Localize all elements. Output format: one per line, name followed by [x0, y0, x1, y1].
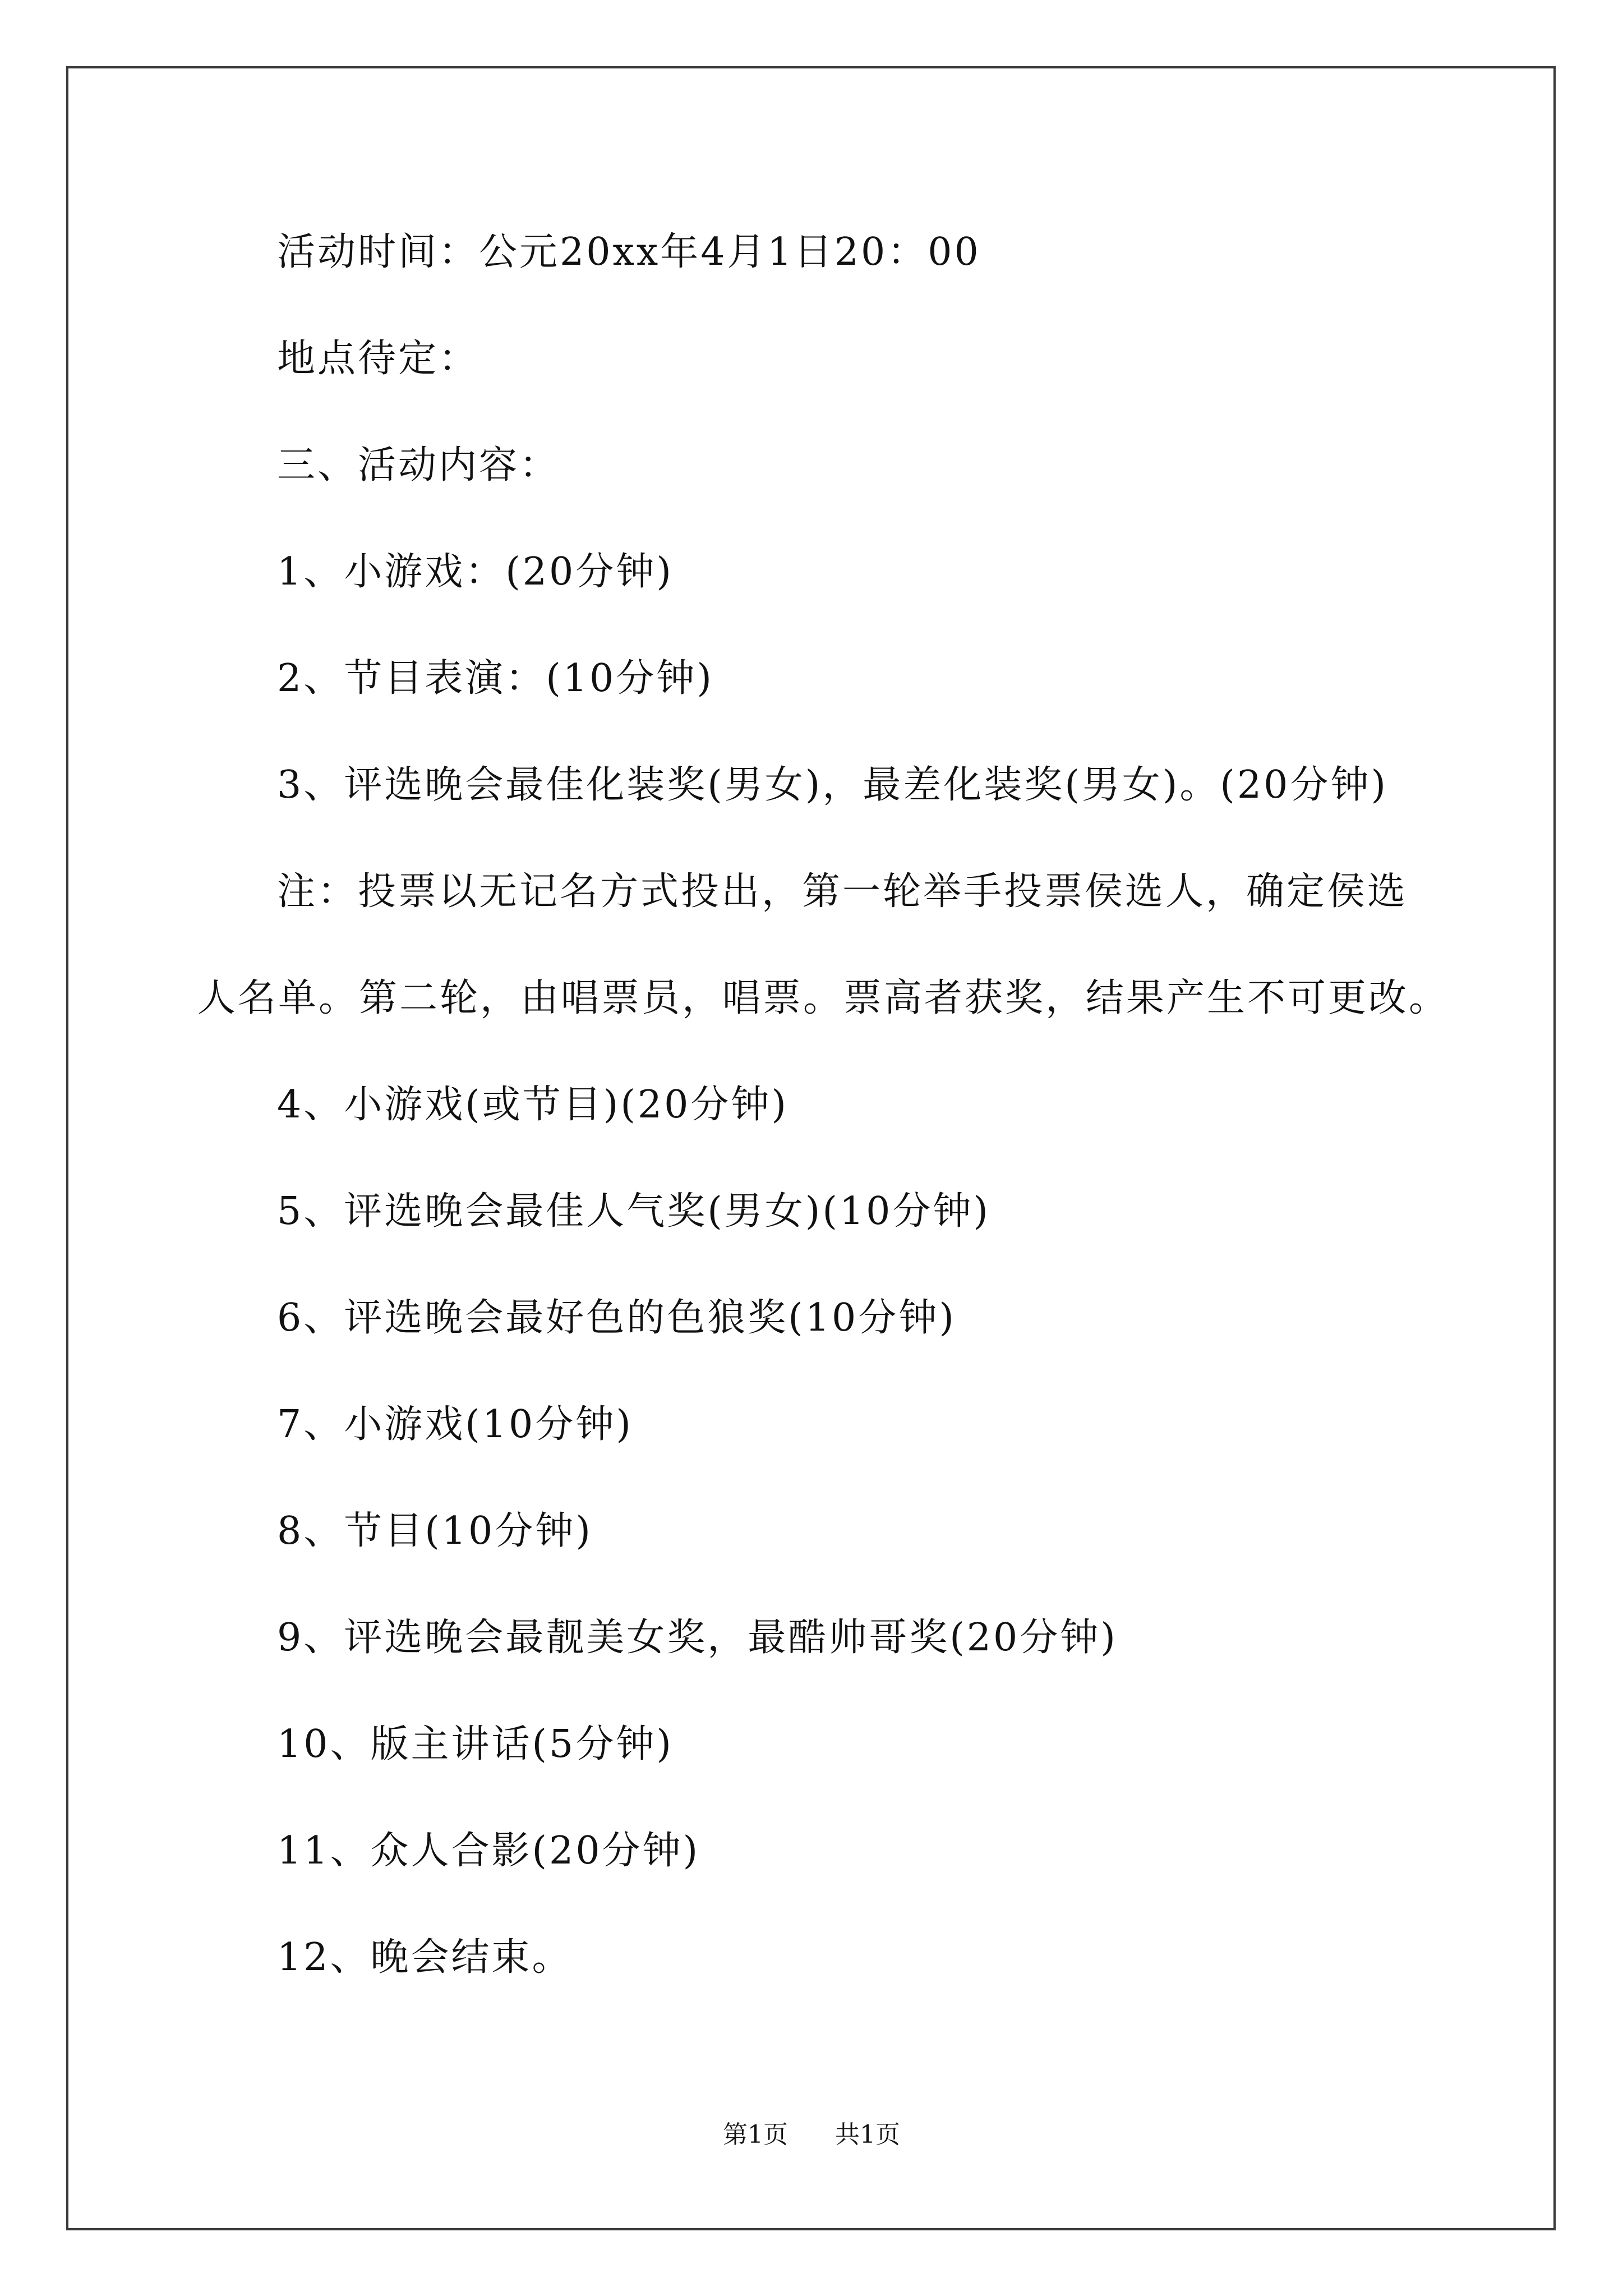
page-border — [66, 66, 1556, 2230]
list-item-3: 3、评选晚会最佳化装奖(男女)，最差化装奖(男女)。(20分钟) — [277, 763, 1388, 807]
list-item-10: 10、版主讲话(5分钟) — [277, 1722, 674, 1766]
list-item-7: 7、小游戏(10分钟) — [277, 1402, 633, 1447]
page-footer: 第1页 共1页 — [723, 2120, 900, 2149]
list-item-5: 5、评选晚会最佳人气奖(男女)(10分钟) — [277, 1189, 990, 1234]
note-line-1: 注：投票以无记名方式投出，第一轮举手投票侯选人，确定侯选 — [277, 869, 1408, 914]
list-item-6: 6、评选晚会最好色的色狼奖(10分钟) — [277, 1296, 956, 1340]
list-item-2: 2、节目表演：(10分钟) — [277, 656, 714, 701]
location-line: 地点待定： — [277, 337, 479, 381]
list-item-8: 8、节目(10分钟) — [277, 1509, 593, 1553]
list-item-1: 1、小游戏：(20分钟) — [277, 550, 674, 594]
list-item-12: 12、晚会结束。 — [277, 1935, 573, 1980]
list-item-4: 4、小游戏(或节目)(20分钟) — [277, 1083, 789, 1127]
note-line-2: 人名单。第二轮，由唱票员，唱票。票高者获奖，结果产生不可更改。 — [197, 976, 1450, 1020]
list-item-9: 9、评选晚会最靓美女奖，最酷帅哥奖(20分钟) — [277, 1616, 1118, 1660]
list-item-11: 11、众人合影(20分钟) — [277, 1829, 700, 1873]
event-time-line: 活动时间：公元20xx年4月1日20：00 — [277, 230, 981, 274]
section-heading: 三、活动内容： — [277, 443, 560, 487]
